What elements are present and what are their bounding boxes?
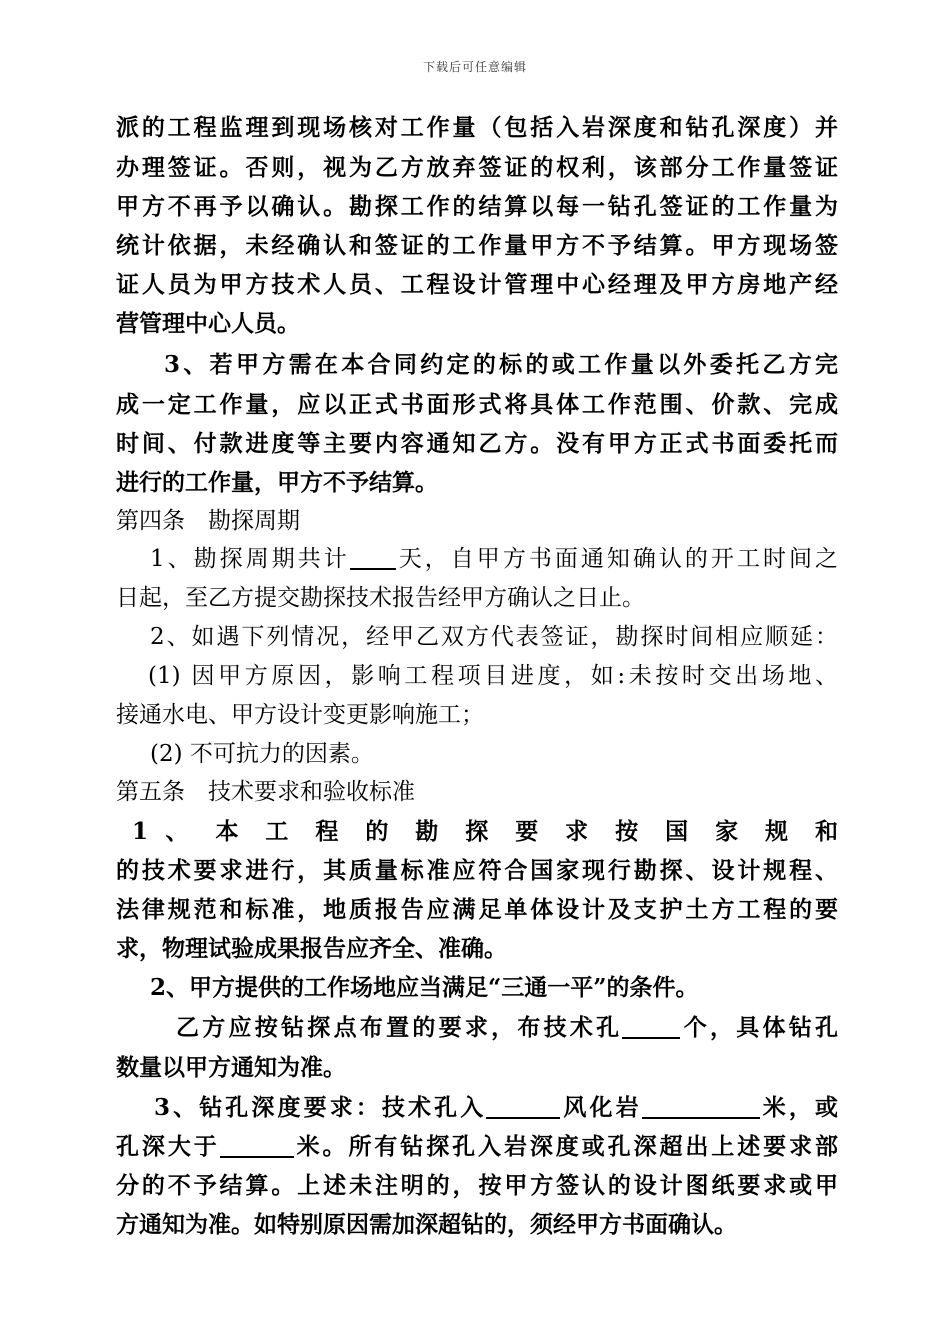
line-segment: 1、勘探周期共计 bbox=[150, 546, 350, 572]
paragraph-line: 进行的工作量，甲方不予结算。 bbox=[116, 469, 438, 496]
paragraph-line: (1) 因甲方原因，影响工程项目进度，如:未按时交出场地、 bbox=[148, 663, 838, 689]
paragraph-line: 的技术要求进行，其质量标准应符合国家现行勘探、设计规程、 bbox=[116, 857, 838, 884]
line-segment: 孔深大于 bbox=[116, 1133, 220, 1160]
paragraph-line: 证人员为甲方技术人员、工程设计管理中心经理及甲方房地产经 bbox=[116, 271, 838, 298]
line-segment: 米，或 bbox=[759, 1094, 838, 1121]
line-segment: 米。所有钻探孔入岩深度或孔深超出上述要求部 bbox=[293, 1133, 838, 1160]
line-segment: 3、钻孔深度要求：技术孔入 bbox=[154, 1094, 487, 1121]
section-heading-article-4: 第四条 勘探周期 bbox=[116, 508, 300, 534]
paragraph-line: 甲方不再予以确认。勘探工作的结算以每一钻孔签证的工作量为 bbox=[116, 193, 838, 220]
paragraph-line: 统计依据，未经确认和签证的工作量甲方不予结算。甲方现场签 bbox=[116, 232, 838, 259]
paragraph-line: 分的不予结算。上述未注明的，按甲方签认的设计图纸要求或甲 bbox=[116, 1172, 838, 1199]
line-segment: 乙方应按钻探点布置的要求，布技术孔 bbox=[176, 1014, 623, 1041]
line-segment: 天，自甲方书面通知确认的开工时间之 bbox=[395, 546, 838, 572]
paragraph-line: 办理签证。否则，视为乙方放弃签证的权利，该部分工作量签证 bbox=[116, 154, 838, 181]
line-segment: 风化岩 bbox=[560, 1094, 642, 1121]
blank-days-field bbox=[350, 544, 396, 570]
paragraph-line: 营管理中心人员。 bbox=[116, 310, 300, 337]
paragraph-line bbox=[176, 1008, 838, 1048]
paragraph-line: 成一定工作量，应以正式书面形式将具体工作范围、价款、完成 bbox=[116, 391, 838, 418]
blank-hole-count-field bbox=[622, 1013, 680, 1039]
paragraph-line: 时间、付款进度等主要内容通知乙方。没有甲方正式书面委托而 bbox=[116, 430, 838, 457]
paragraph-line: 派的工程监理到现场核对工作量（包括入岩深度和钻孔深度）并 bbox=[116, 114, 838, 141]
paragraph-line: 日起，至乙方提交勘探技术报告经甲方确认之日止。 bbox=[116, 585, 645, 611]
paragraph-line: 接通水电、甲方设计变更影响施工； bbox=[116, 702, 484, 728]
blank-rock-depth-field bbox=[642, 1093, 760, 1119]
paragraph-line: 法律规范和标准，地质报告应满足单体设计及支护土方工程的要 bbox=[116, 896, 838, 923]
paragraph-line: 求，物理试验成果报告应齐全、准确。 bbox=[116, 935, 507, 962]
blank-weathered-type-field bbox=[486, 1093, 560, 1119]
paragraph-line: 3、若甲方需在本合同约定的标的或工作量以外委托乙方完 bbox=[164, 351, 838, 378]
paragraph-line: 2、甲方提供的工作场地应当满足“三通一平”的条件。 bbox=[150, 974, 699, 1001]
blank-hole-depth-field bbox=[220, 1132, 294, 1158]
line-segment: 个，具体钻孔 bbox=[680, 1014, 838, 1041]
paragraph-line bbox=[150, 539, 838, 579]
page-header: 下载后可任意编辑 bbox=[422, 60, 527, 74]
paragraph-line bbox=[116, 1127, 838, 1167]
paragraph-line: (2) 不可抗力的因素。 bbox=[150, 741, 374, 767]
paragraph-line: 2、如遇下列情况，经甲乙双方代表签证，勘探时间相应顺延： bbox=[150, 624, 838, 650]
paragraph-line bbox=[154, 1088, 838, 1128]
paragraph-line: 方通知为准。如特别原因需加深超钻的，须经甲方书面确认。 bbox=[116, 1211, 737, 1238]
paragraph-line: 1 、 本 工 程 的 勘 探 要 求 按 国 家 规 和 bbox=[132, 818, 838, 845]
section-heading-article-5: 第五条 技术要求和验收标准 bbox=[116, 779, 415, 805]
paragraph-line: 数量以甲方通知为准。 bbox=[116, 1054, 346, 1081]
